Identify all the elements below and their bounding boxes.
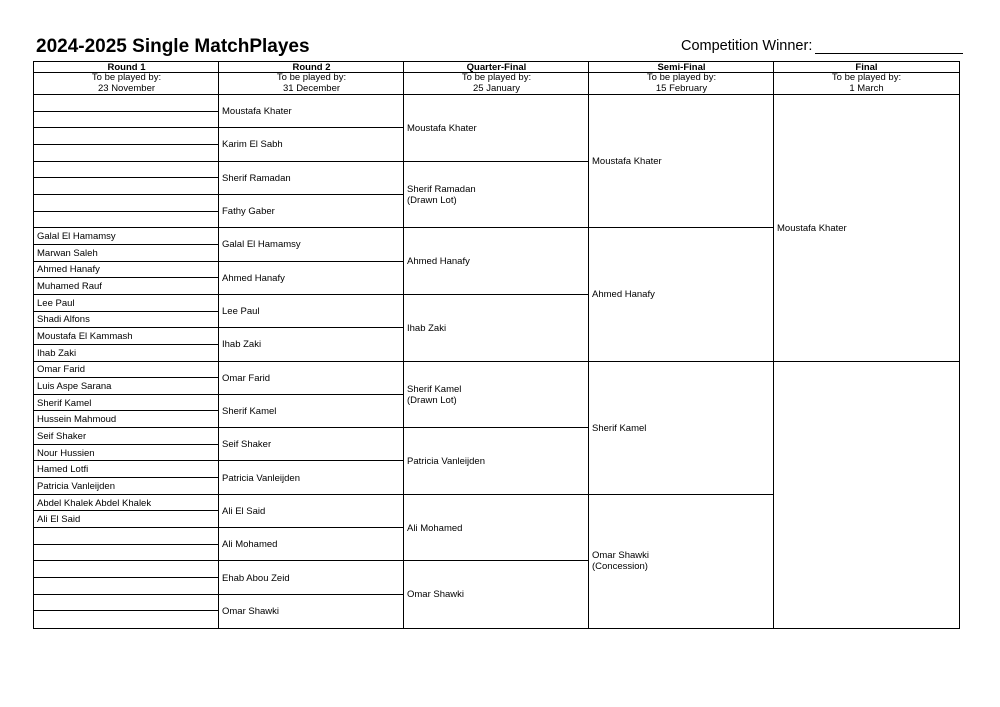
- bracket-slot-line: [34, 127, 219, 128]
- bracket-player-name: Ahmed Hanafy: [37, 264, 100, 276]
- bracket-slot-line: [219, 560, 404, 561]
- column-play-by-label: To be played by:: [276, 72, 347, 83]
- bracket-slot-line: [34, 211, 219, 212]
- bracket-slot-line: [219, 394, 404, 395]
- bracket-slot-line: [34, 277, 219, 278]
- bracket-slot-line: [34, 577, 219, 578]
- bracket-player-name: Fathy Gaber: [222, 206, 275, 218]
- bracket-player-name: Sherif Kamel: [592, 422, 647, 434]
- bracket-player-name: Sherif Kamel: [407, 383, 462, 395]
- bracket-slot-line: [34, 327, 219, 328]
- bracket-slot-line: [219, 227, 404, 228]
- bracket-slot-line: [34, 361, 219, 362]
- bracket-player-name: Ihab Zaki: [407, 322, 447, 334]
- bracket-slot-line: [219, 527, 404, 528]
- bracket-player-name: Ahmed Hanafy: [592, 289, 655, 301]
- competition-winner-label: Competition Winner:: [681, 38, 813, 54]
- column-header: Semi-Final: [657, 62, 706, 73]
- column-divider: [403, 62, 404, 628]
- bracket-player-name: Omar Shawki: [407, 589, 465, 601]
- column-date: 25 January: [472, 83, 520, 94]
- bracket-slot-line: [34, 594, 219, 595]
- bracket-player-name: Moustafa Khater: [407, 122, 477, 134]
- bracket-slot-line: [34, 477, 219, 478]
- bracket-player-name: Galal El Hamamsy: [37, 231, 116, 243]
- bracket-player-name: Nour Hussien: [37, 447, 95, 459]
- column-header: Round 1: [107, 62, 146, 73]
- bracket-player-name: Muhamed Rauf: [37, 281, 102, 293]
- bracket-player-name: Karim El Sabh: [222, 139, 283, 151]
- bracket-player-name: Moustafa El Kammash: [37, 331, 133, 343]
- bracket-player-name: Ehab Abou Zeid: [222, 572, 290, 584]
- bracket-slot-line: [34, 494, 219, 495]
- bracket-player-name: Ali El Said: [37, 514, 81, 526]
- bracket-slot-line: [34, 344, 219, 345]
- column-header: Final: [855, 62, 878, 73]
- bracket-slot-line: [34, 311, 219, 312]
- bracket-slot-line: [404, 294, 589, 295]
- bracket-player-name: Abdel Khalek Abdel Khalek: [37, 497, 152, 509]
- bracket-slot-line: [34, 261, 219, 262]
- bracket-slot-line: [219, 161, 404, 162]
- bracket-slot-line: [219, 127, 404, 128]
- bracket-player-name: Shadi Alfons: [37, 314, 90, 326]
- bracket-player-note: (Drawn Lot): [407, 394, 457, 406]
- bracket-slot-line: [404, 427, 589, 428]
- bracket-player-name: Moustafa Khater: [592, 156, 662, 168]
- bracket-player-name: Galal El Hamamsy: [222, 239, 301, 251]
- bracket-slot-line: [34, 144, 219, 145]
- bracket-player-name: Patricia Vanleijden: [37, 480, 115, 492]
- bracket-slot-line: [34, 460, 219, 461]
- bracket-player-name: Moustafa Khater: [777, 222, 847, 234]
- bracket-slot-line: [34, 544, 219, 545]
- bracket-player-name: Ali El Said: [222, 505, 266, 517]
- page-title: 2024-2025 Single MatchPlayes: [36, 36, 310, 57]
- bracket-slot-line: [404, 361, 589, 362]
- competition-winner-blank: [815, 53, 963, 54]
- bracket-slot-line: [219, 594, 404, 595]
- bracket-player-name: Omar Shawki: [592, 550, 650, 562]
- bracket-slot-line: [34, 227, 219, 228]
- bracket-slot-line: [219, 294, 404, 295]
- bracket-slot-line: [219, 361, 404, 362]
- bracket-player-name: Lee Paul: [37, 297, 75, 309]
- bracket-player-name: Lee Paul: [222, 306, 260, 318]
- column-play-by-label: To be played by:: [461, 72, 532, 83]
- bracket-slot-line: [34, 294, 219, 295]
- bracket-slot-line: [34, 177, 219, 178]
- bracket-slot-line: [34, 427, 219, 428]
- column-header: Quarter-Final: [466, 62, 527, 73]
- header-bottom-divider: [34, 94, 959, 95]
- bracket-slot-line: [34, 444, 219, 445]
- column-date: 31 December: [282, 83, 341, 94]
- bracket-player-note: (Concession): [592, 561, 648, 573]
- bracket-player-name: Ihab Zaki: [222, 339, 262, 351]
- bracket-slot-line: [34, 194, 219, 195]
- bracket-slot-line: [219, 494, 404, 495]
- bracket-player-name: Seif Shaker: [222, 439, 272, 451]
- bracket-player-name: Luis Aspe Sarana: [37, 380, 112, 392]
- bracket-player-name: Sherif Kamel: [37, 397, 92, 409]
- bracket-slot-line: [589, 494, 774, 495]
- column-date: 23 November: [97, 83, 156, 94]
- bracket-slot-line: [34, 111, 219, 112]
- bracket-player-name: Ali Mohamed: [407, 522, 463, 534]
- bracket-player-name: Moustafa Khater: [222, 106, 292, 118]
- bracket-slot-line: [219, 427, 404, 428]
- bracket-slot-line: [34, 410, 219, 411]
- bracket-slot-line: [404, 494, 589, 495]
- bracket-player-name: Ali Mohamed: [222, 539, 278, 551]
- bracket-player-name: Hamed Lotfi: [37, 464, 89, 476]
- bracket-slot-line: [404, 227, 589, 228]
- bracket-player-name: Hussein Mahmoud: [37, 414, 117, 426]
- bracket-player-note: (Drawn Lot): [407, 194, 457, 206]
- bracket-slot-line: [404, 161, 589, 162]
- bracket-player-name: Sherif Ramadan: [222, 172, 291, 184]
- bracket-slot-line: [34, 394, 219, 395]
- bracket-slot-line: [34, 560, 219, 561]
- bracket-slot-line: [34, 244, 219, 245]
- column-date: 1 March: [849, 83, 884, 94]
- bracket-player-name: Ihab Zaki: [37, 347, 77, 359]
- bracket-player-name: Marwan Saleh: [37, 247, 98, 259]
- bracket-slot-line: [404, 560, 589, 561]
- bracket-player-name: Sherif Kamel: [222, 405, 277, 417]
- column-divider: [773, 62, 774, 628]
- match-bracket: [33, 61, 960, 629]
- bracket-slot-line: [34, 527, 219, 528]
- bracket-player-name: Ahmed Hanafy: [222, 272, 285, 284]
- bracket-player-name: Omar Farid: [222, 372, 271, 384]
- bracket-slot-line: [34, 510, 219, 511]
- bracket-slot-line: [219, 261, 404, 262]
- bracket-player-name: Omar Farid: [37, 364, 86, 376]
- bracket-slot-line: [219, 327, 404, 328]
- bracket-player-name: Omar Shawki: [222, 605, 280, 617]
- bracket-slot-line: [34, 161, 219, 162]
- bracket-player-name: Ahmed Hanafy: [407, 256, 470, 268]
- column-play-by-label: To be played by:: [91, 72, 162, 83]
- bracket-slot-line: [219, 194, 404, 195]
- column-play-by-label: To be played by:: [646, 72, 717, 83]
- bracket-slot-line: [589, 361, 774, 362]
- column-divider: [588, 62, 589, 628]
- bracket-slot-line: [774, 361, 959, 362]
- column-header: Round 2: [292, 62, 331, 73]
- bracket-slot-line: [34, 610, 219, 611]
- column-play-by-label: To be played by:: [831, 72, 902, 83]
- bracket-player-name: Sherif Ramadan: [407, 183, 476, 195]
- bracket-slot-line: [34, 377, 219, 378]
- bracket-slot-line: [219, 460, 404, 461]
- bracket-slot-line: [589, 227, 774, 228]
- bracket-player-name: Patricia Vanleijden: [407, 455, 485, 467]
- bracket-player-name: Patricia Vanleijden: [222, 472, 300, 484]
- column-date: 15 February: [655, 83, 708, 94]
- bracket-player-name: Seif Shaker: [37, 430, 87, 442]
